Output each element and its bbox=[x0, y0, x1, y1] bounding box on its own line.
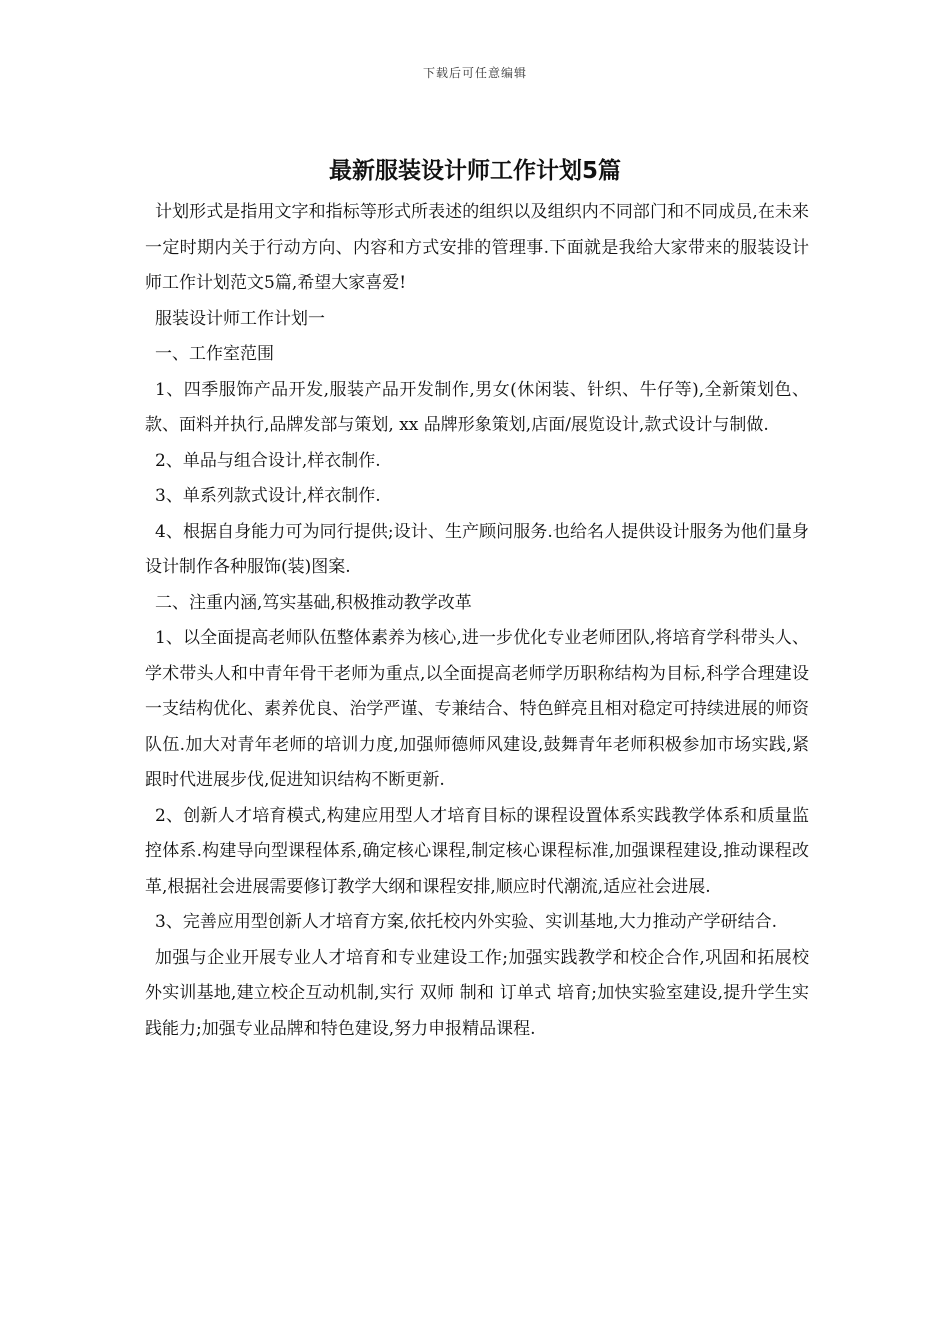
document-title: 最新服装设计师工作计划5篇 bbox=[328, 158, 621, 184]
list-item: 3、完善应用型创新人才培育方案,依托校内外实验、实训基地,大力推动产学研结合. bbox=[155, 912, 778, 932]
section-heading-1: 一、工作室范围 bbox=[155, 344, 274, 364]
section-heading-2: 二、注重内涵,笃实基础,积极推动教学改革 bbox=[155, 592, 472, 613]
list-item: 1、四季服饰产品开发,服装产品开发制作,男女(休闲装、针织、牛仔等),全新策划色、款、面料并执行,品牌发部与策划, xx 品牌形象策划,店面/展览设计,款式设计与制做. bbox=[145, 379, 809, 435]
document-body bbox=[145, 195, 809, 1047]
list-item: 4、根据自身能力可为同行提供;设计、生产顾问服务.也给名人提供设计服务为他们量身设计制作各种服饰(装)图案. bbox=[145, 521, 809, 577]
intro-paragraph: 计划形式是指用文字和指标等形式所表述的组织以及组织内不同部门和不同成员,在未来一定时期内关于行动方向、内容和方式安排的管理事.下面就是我给大家带来的服装设计师工作计划范文5篇,希望大家喜爱! bbox=[145, 202, 809, 293]
list-item: 2、单品与组合设计,样衣制作. bbox=[155, 450, 381, 471]
body-paragraph: 加强与企业开展专业人才培育和专业建设工作;加强实践教学和校企合作,巩固和拓展校外实训基地,建立校企互动机制,实行 双师 制和 订单式 培育;加快实验室建设,提升学生实践能力;加强专业品牌和特色建设,努力申报精品课程. bbox=[145, 947, 809, 1039]
plan-heading: 服装设计师工作计划一 bbox=[155, 308, 325, 329]
list-item: 2、创新人才培育模式,构建应用型人才培育目标的课程设置体系实践教学体系和质量监控体系.构建导向型课程体系,确定核心课程,制定核心课程标准,加强课程建设,推动课程改革,根据社会进展需要修订教学大纲和课程安排,顺应时代潮流,适应社会进展. bbox=[145, 805, 809, 897]
list-item: 3、单系列款式设计,样衣制作. bbox=[155, 486, 381, 506]
header-note: 下载后可任意编辑 bbox=[422, 66, 527, 80]
list-item: 1、以全面提高老师队伍整体素养为核心,进一步优化专业老师团队,将培育学科带头人、学术带头人和中青年骨干老师为重点,以全面提高老师学历职称结构为目标,科学合理建设一支结构优化、素养优良、治学严谨、专兼结合、特色鲜亮且相对稳定可持续进展的师资队伍.加大对青年老师的培训力度,加强师德师风建设,鼓舞青年老师积极参加市场实践,紧跟时代进展步伐,促进知识结构不断更新. bbox=[145, 628, 809, 790]
